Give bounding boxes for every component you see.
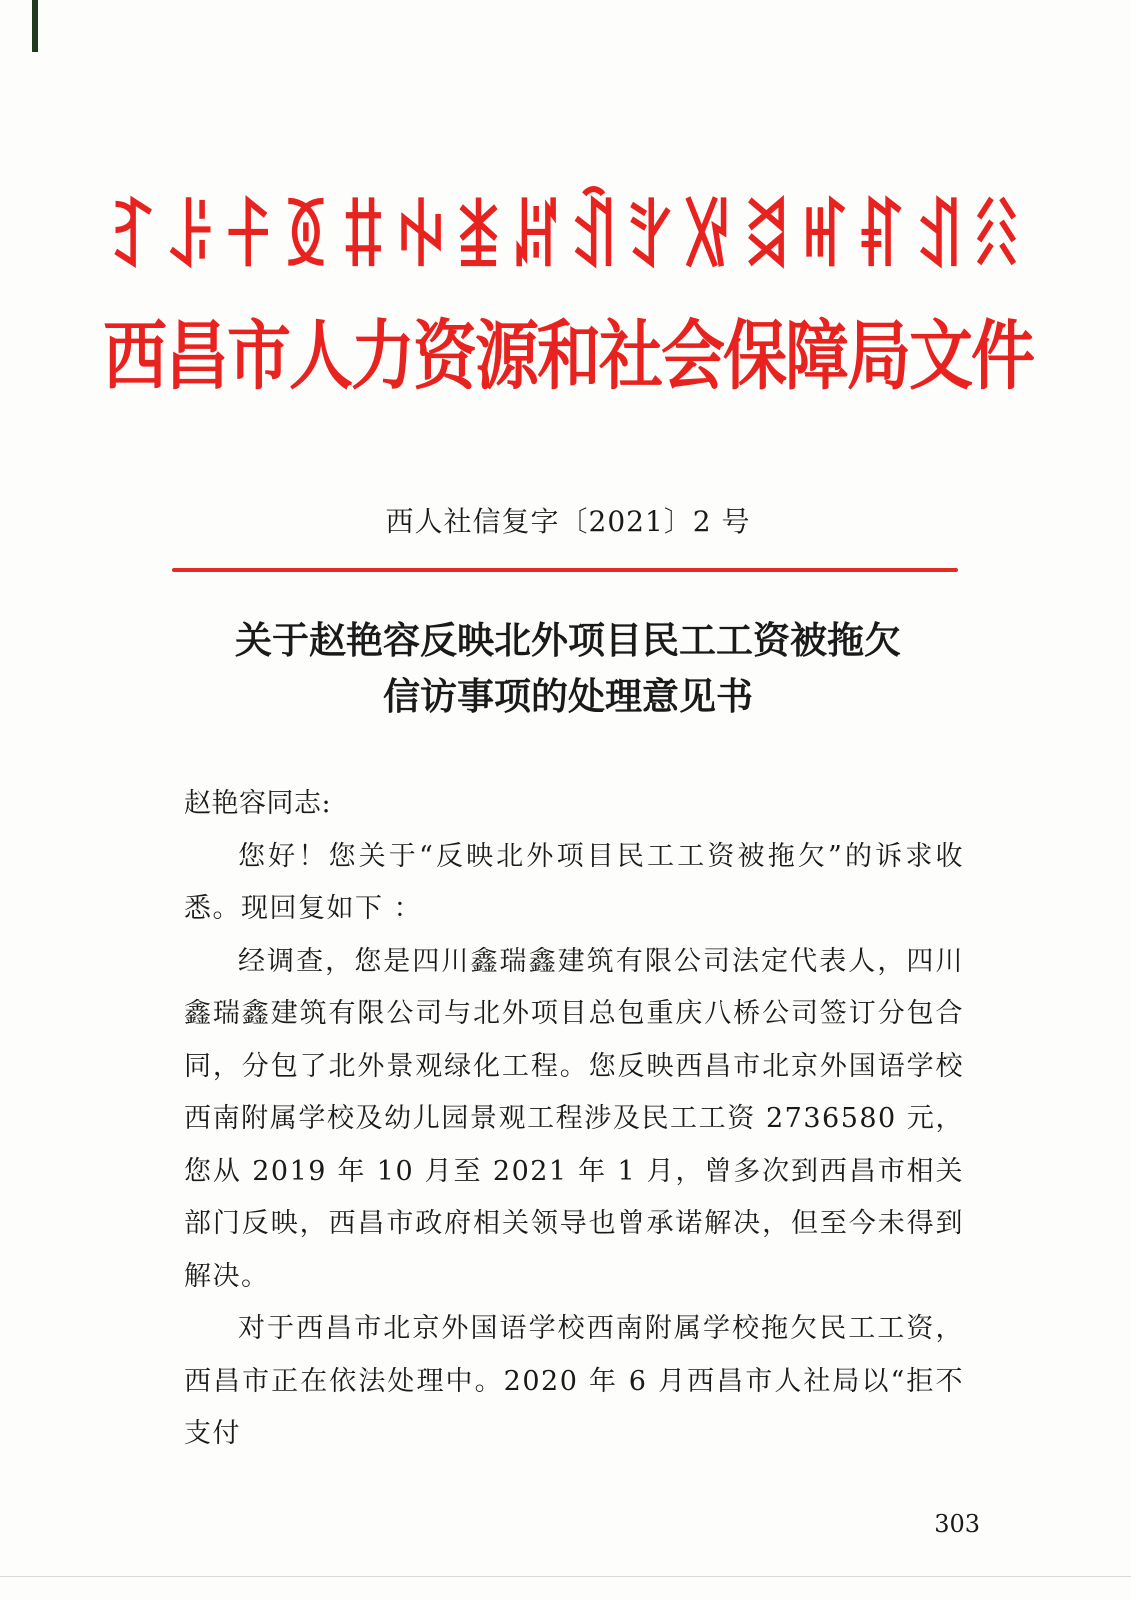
title-line-2: 信访事项的处理意见书 <box>383 674 753 718</box>
paragraph-investigation: 经调查，您是四川鑫瑞鑫建筑有限公司法定代表人，四川鑫瑞鑫建筑有限公司与北外项目总包重庆八桥公司签订分包合同，分包了北外景观绿化工程。您反映西昌市北京外国语学校西南附属学校及幼儿园景观工程涉及民工工资 2736580 元，您从 2019 年 10 月至 2021 年 1 月，曾多次到西昌市相关部门反映，西昌市政府相关领导也曾承诺解决，但至今未得到解决。 <box>184 945 964 1292</box>
scan-bottom-edge <box>0 1576 1131 1577</box>
yi-script-text: ꆈꌠꊰꅉꐚꑭꁧꏦꀉꇬꑟꈬꎭꐥꀊꋧ <box>107 194 1029 283</box>
agency-letterhead <box>103 300 1033 401</box>
paragraph-greeting: 您好！您关于“反映北外项目民工工资被拖欠”的诉求收悉。现回复如下 ： <box>184 840 964 924</box>
document-title <box>168 612 968 724</box>
scan-edge-mark <box>32 0 38 52</box>
salutation: 赵艳容同志: <box>184 788 332 819</box>
yi-script-letterhead <box>107 188 1029 283</box>
page-number: 303 <box>934 1510 980 1538</box>
document-number: 西人社信复字〔2021〕2 号 <box>385 505 751 538</box>
red-divider-line <box>172 568 958 572</box>
agency-title: 西昌市人力资源和社会保障局文件 <box>103 313 1033 401</box>
paragraph-handling: 对于西昌市北京外国语学校西南附属学校拖欠民工工资，西昌市正在依法处理中。2020 年 6 月西昌市人社局以“拒不支付 <box>184 1313 964 1449</box>
title-line-1: 关于赵艳容反映北外项目民工工资被拖欠 <box>235 618 901 662</box>
letter-body <box>184 778 964 1461</box>
